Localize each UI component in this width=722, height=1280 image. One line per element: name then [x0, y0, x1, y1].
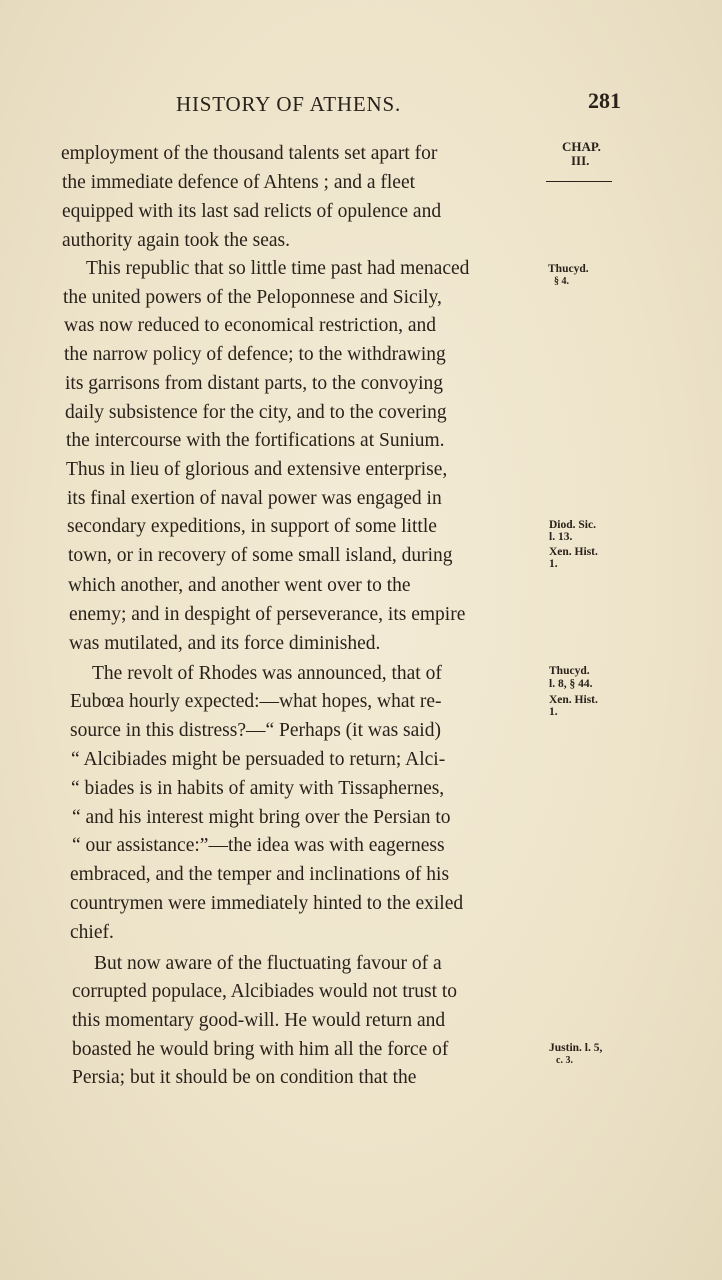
margin-note: 1.: [549, 558, 558, 570]
margin-note: c. 3.: [556, 1055, 573, 1066]
text-line: Persia; but it should be on condition that the: [72, 1067, 417, 1088]
text-line: this momentary good-will. He would return and: [72, 1010, 446, 1031]
text-line: “ biades is in habits of amity with Tissaphernes,: [71, 778, 445, 799]
text-line: town, or in recovery of some small island, during: [68, 545, 453, 566]
margin-note: l. 8, § 44.: [549, 678, 593, 690]
text-line: The revolt of Rhodes was announced, that of: [92, 663, 442, 684]
text-line: the narrow policy of defence; to the withdrawing: [64, 344, 446, 365]
text-line: But now aware of the fluctuating favour of a: [94, 953, 442, 974]
text-line: This republic that so little time past had menaced: [86, 258, 470, 279]
text-line: Eubœa hourly expected:—what hopes, what re-: [70, 691, 442, 712]
text-line: “ and his interest might bring over the Persian to: [72, 807, 451, 828]
running-title: HISTORY OF ATHENS.: [176, 92, 402, 116]
text-line: Thus in lieu of glorious and extensive enterprise,: [66, 459, 448, 480]
margin-note: Justin. l. 5,: [549, 1042, 603, 1054]
margin-note: Xen. Hist.: [549, 546, 598, 558]
text-line: boasted he would bring with him all the force of: [72, 1039, 449, 1060]
text-line: which another, and another went over to the: [68, 575, 411, 596]
text-line: daily subsistence for the city, and to the covering: [65, 402, 447, 423]
margin-note: § 4.: [554, 276, 569, 287]
text-line: was now reduced to economical restriction, and: [64, 315, 436, 336]
margin-note: 1.: [549, 706, 558, 718]
margin-rule: [546, 181, 612, 182]
text-line: the intercourse with the fortifications at Sunium.: [66, 430, 445, 451]
text-line: embraced, and the temper and inclinations of his: [70, 864, 450, 885]
margin-chapter-number: III.: [571, 153, 590, 168]
text-line: “ Alcibiades might be persuaded to return; Alci-: [71, 749, 446, 770]
text-line: secondary expeditions, in support of some little: [67, 516, 437, 537]
margin-note: l. 13.: [549, 531, 573, 543]
margin-note: Thucyd.: [549, 665, 590, 677]
text-line: authority again took the seas.: [62, 230, 290, 251]
text-line: its final exertion of naval power was engaged in: [67, 488, 442, 509]
page-number: 281: [588, 88, 621, 113]
text-line: the united powers of the Peloponnese and Sicily,: [63, 287, 442, 308]
text-line: corrupted populace, Alcibiades would not trust to: [72, 981, 458, 1002]
text-line: source in this distress?—“ Perhaps (it was said): [70, 720, 441, 741]
text-line: chief.: [70, 922, 114, 943]
margin-note: Xen. Hist.: [549, 694, 598, 706]
margin-note: Thucyd.: [548, 263, 589, 275]
text-line: its garrisons from distant parts, to the convoying: [65, 373, 444, 394]
margin-note: Diod. Sic.: [549, 519, 596, 531]
text-line: enemy; and in despight of perseverance, its empire: [69, 604, 466, 625]
margin-chapter: CHAP.: [562, 139, 601, 154]
text-line: equipped with its last sad relicts of opulence and: [62, 201, 442, 222]
text-line: “ our assistance:”—the idea was with eagerness: [72, 835, 445, 856]
text-line: the immediate defence of Ahtens ; and a fleet: [62, 172, 416, 193]
text-line: was mutilated, and its force diminished.: [69, 633, 381, 654]
text-line: employment of the thousand talents set apart for: [61, 143, 438, 164]
text-line: countrymen were immediately hinted to the exiled: [70, 893, 464, 914]
